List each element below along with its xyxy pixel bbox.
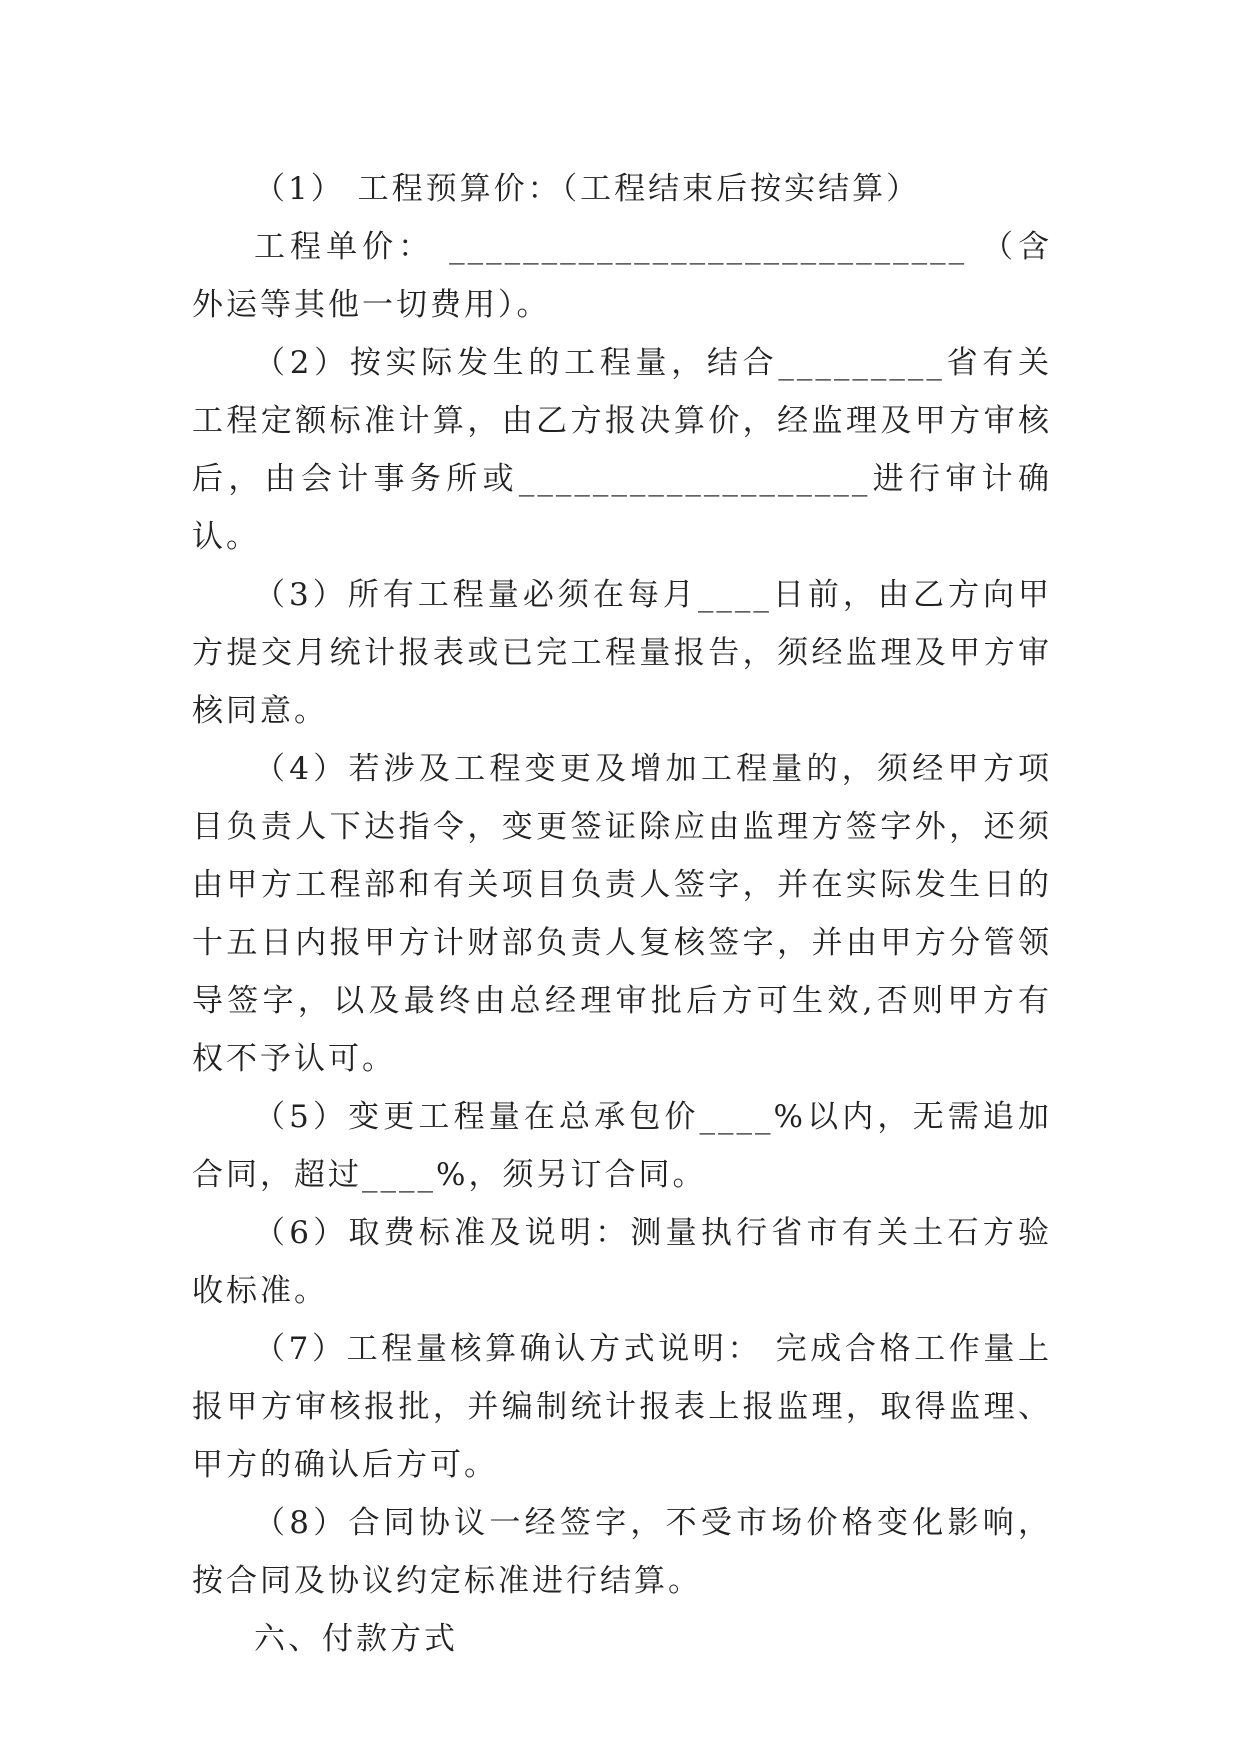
document-body [192,160,1052,1668]
paragraph-4-change-approval: （4）若涉及工程变更及增加工程量的，须经甲方项目负责人下达指令，变更签证除应由监理方签字外，还须由甲方工程部和有关项目负责人签字，并在实际发生日的十五日内报甲方计财部负责人复核签字，并由甲方分管领导签字，以及最终由总经理审批后方可生效,否则甲方有权不予认可。 [192,751,1052,1077]
paragraph-5-change-limit: （5）变更工程量在总承包价____%以内，无需追加合同，超过____%，须另订合同。 [192,1099,1052,1193]
paragraph-1-budget-price: （1） 工程预算价：（工程结束后按实结算） [254,171,921,207]
paragraph-8-contract-signed: （8）合同协议一经签字，不受市场价格变化影响，按合同及协议约定标准进行结算。 [192,1505,1052,1599]
paragraph-2-settlement: （2）按实际发生的工程量，结合_________省有关工程定额标准计算，由乙方报决算价，经监理及甲方审核后，由会计事务所或___________________进行审计确认。 [192,345,1052,555]
paragraph-unit-price: 工程单价： ____________________________ （含外运等其他一切费用）。 [192,229,1052,323]
paragraph-3-monthly-report: （3）所有工程量必须在每月____日前，由乙方向甲方提交月统计报表或已完工程量报告，须经监理及甲方审核同意。 [192,577,1052,729]
section-heading-payment-method: 六、付款方式 [254,1621,458,1657]
paragraph-6-fee-standard: （6）取费标准及说明：测量执行省市有关土石方验收标准。 [192,1215,1052,1309]
paragraph-7-confirmation-method: （7）工程量核算确认方式说明： 完成合格工作量上报甲方审核报批，并编制统计报表上报监理，取得监理、甲方的确认后方可。 [192,1331,1052,1483]
